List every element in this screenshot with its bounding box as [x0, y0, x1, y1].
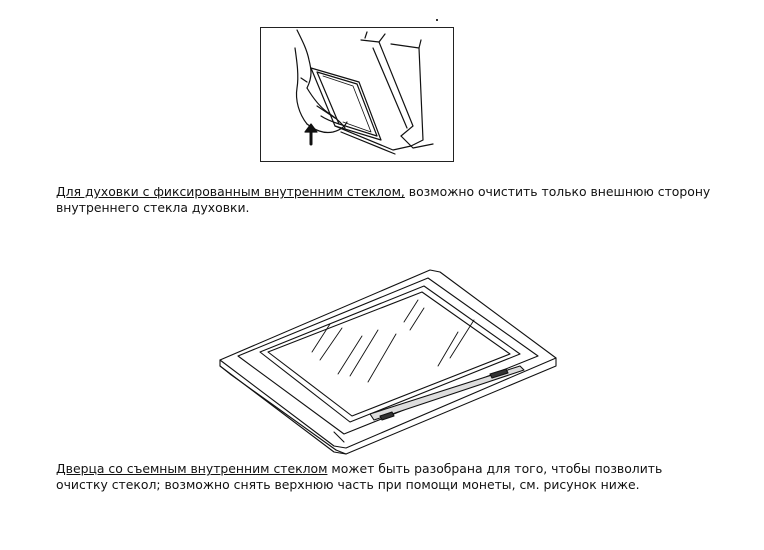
stray-mark — [436, 19, 438, 21]
paragraph-removable-glass — [56, 461, 716, 493]
paragraph-fixed-glass — [56, 184, 716, 216]
underlined-heading: Для духовки с фиксированным внутренним стеклом, — [56, 184, 405, 199]
underlined-heading: Дверца со съемным внутренним стеклом — [56, 461, 328, 476]
paragraph-text: может быть разобрана для того, чтобы позволить очистку стекол; возможно снять верхнюю часть при помощи монеты, см. рисунок ниже. — [56, 461, 663, 492]
hand-lifting-glass-illustration — [260, 27, 454, 162]
oven-door-illustration — [210, 262, 560, 457]
paragraph-text: возможно очистить только внешнюю сторону внутреннего стекла духовки. — [56, 184, 711, 215]
